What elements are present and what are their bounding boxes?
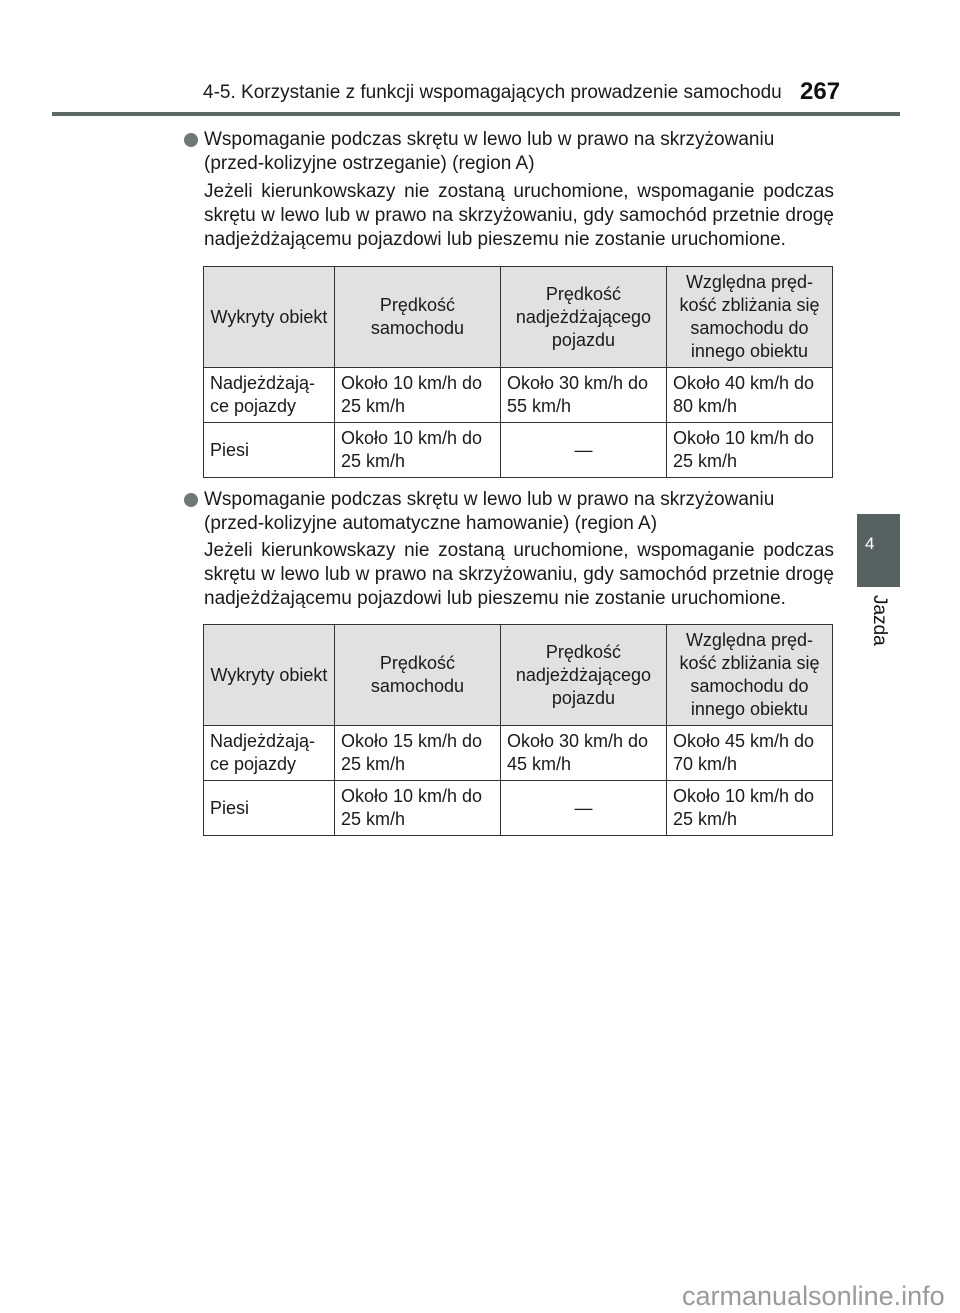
table-cell: — [500,781,666,836]
header-divider [52,112,900,116]
table-cell: Około 40 km/h do 80 km/h [666,368,832,423]
column-header: Względna pręd-kość zbliżania się samochodu do innego obiektu [666,267,832,368]
table-cell: Piesi [204,781,335,836]
table-cell: Około 10 km/h do 25 km/h [334,781,500,836]
table-cell: Około 10 km/h do 25 km/h [666,423,832,478]
chapter-number: 4 [865,534,875,553]
section-paragraph: Jeżeli kierunkowskazy nie zostaną uruchomione, wspomaganie podczas skrętu w lewo lub w prawo na skrzyżowaniu, gdy samochód przetnie drogę nadjeżdżającemu pojazdowi lub pieszemu nie zostanie uruchomione. [204,540,834,609]
table-cell: Około 45 km/h do 70 km/h [666,726,832,781]
table-cell: Około 10 km/h do 25 km/h [334,423,500,478]
column-header: Prędkość samochodu [334,267,500,368]
column-header: Prędkość nadjeżdżającego pojazdu [500,625,666,726]
table-cell: Około 30 km/h do 55 km/h [500,368,666,423]
section-heading: Wspomaganie podczas skrętu w lewo lub w prawo na skrzyżowaniu (przed-kolizyjne ostrzeganie) (region A) [204,129,775,174]
chapter-label: Jazda [869,595,890,646]
table-cell: Około 15 km/h do 25 km/h [334,726,500,781]
table-row [204,781,833,836]
speed-table [203,266,833,478]
bullet-icon [184,493,198,507]
table-row [204,423,833,478]
column-header: Wykryty obiekt [204,625,335,726]
table-row [204,368,833,423]
table-cell: Piesi [204,423,335,478]
speed-table [203,624,833,836]
column-header: Prędkość nadjeżdżającego pojazdu [500,267,666,368]
table-cell: Nadjeżdżają-ce pojazdy [204,368,335,423]
table-cell: Około 10 km/h do 25 km/h [334,368,500,423]
table-cell: Około 10 km/h do 25 km/h [666,781,832,836]
column-header: Prędkość samochodu [334,625,500,726]
watermark: carmanualsonline.info [682,1281,945,1311]
page-number: 267 [800,78,841,105]
table-row [204,726,833,781]
table-cell: Około 30 km/h do 45 km/h [500,726,666,781]
table-cell: Nadjeżdżają-ce pojazdy [204,726,335,781]
section-title: 4-5. Korzystanie z funkcji wspomagających prowadzenie samochodu [203,82,782,103]
column-header: Wykryty obiekt [204,267,335,368]
column-header: Względna pręd-kość zbliżania się samochodu do innego obiektu [666,625,832,726]
bullet-icon [184,133,198,147]
section-heading: Wspomaganie podczas skrętu w lewo lub w prawo na skrzyżowaniu (przed-kolizyjne automatyczne hamowanie) (region A) [204,489,775,534]
table-cell: — [500,423,666,478]
section-paragraph: Jeżeli kierunkowskazy nie zostaną uruchomione, wspomaganie podczas skrętu w lewo lub w prawo na skrzyżowaniu, gdy samochód przetnie drogę nadjeżdżającemu pojazdowi lub pieszemu nie zostanie uruchomione. [204,181,834,250]
chapter-tab [857,514,900,587]
